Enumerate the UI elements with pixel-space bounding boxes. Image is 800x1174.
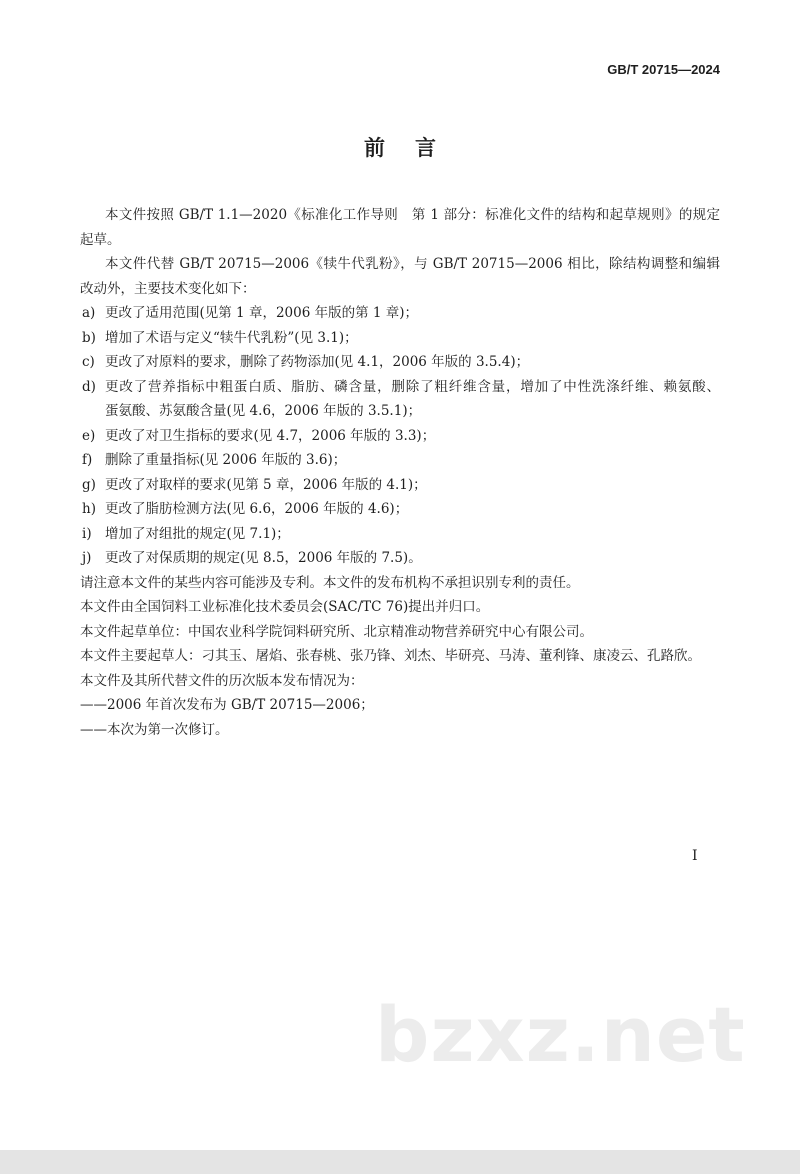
page-title: 前言 <box>364 136 466 160</box>
item-label: b) <box>82 329 96 346</box>
item-text: 更改了对卫生指标的要求(见 4.7，2006 年版的 3.3)； <box>105 427 436 444</box>
list-item <box>80 473 720 498</box>
foreword-body <box>80 203 720 742</box>
history-item: ——本次为第一次修订。 <box>80 721 229 738</box>
paragraph-line: 本文件代替 GB/T 20715—2006《犊牛代乳粉》，与 GB/T 20715—2006 相比，除结构调整和编辑 <box>105 256 720 272</box>
item-text: 删除了重量指标(见 2006 年版的 3.6)； <box>105 452 347 468</box>
standard-number-header: GB/T 20715—2024 <box>607 62 720 77</box>
item-label: h) <box>82 501 96 517</box>
item-label: f) <box>82 452 93 468</box>
list-item <box>80 301 720 326</box>
paragraph-line: 改动外，主要技术变化如下： <box>80 280 256 297</box>
item-text: 增加了术语与定义“犊牛代乳粉”(见 3.1)； <box>105 329 358 346</box>
item-label: j) <box>82 550 92 566</box>
item-text: 更改了对保质期的规定(见 8.5，2006 年版的 7.5)。 <box>105 550 422 566</box>
item-label: i) <box>82 525 92 542</box>
drafting-units: 本文件起草单位：中国农业科学院饲料研究所、北京精准动物营养研究中心有限公司。 <box>80 623 593 640</box>
item-label: a) <box>82 305 96 321</box>
item-label: c) <box>82 354 95 370</box>
list-item <box>80 448 720 473</box>
history-item: ——2006 年首次发布为 GB/T 20715—2006； <box>80 697 374 713</box>
page-number: I <box>692 848 698 864</box>
paragraph-line: 起草。 <box>80 231 121 248</box>
item-text: 更改了对取样的要求(见第 5 章，2006 年版的 4.1)； <box>105 476 427 493</box>
item-label: g) <box>82 476 96 493</box>
drafters: 本文件主要起草人：刁其玉、屠焰、张春桃、张乃锋、刘杰、毕研亮、马涛、董利锋、康凌云、孔路欣。 <box>80 648 701 664</box>
item-text: 更改了适用范围(见第 1 章，2006 年版的第 1 章)； <box>105 305 419 321</box>
list-item <box>80 326 720 351</box>
item-label: e) <box>82 427 96 444</box>
page-bottom-edge <box>0 1150 800 1174</box>
patent-notice: 请注意本文件的某些内容可能涉及专利。本文件的发布机构不承担识别专利的责任。 <box>80 574 580 591</box>
item-text: 增加了对组批的规定(见 7.1)； <box>105 525 290 542</box>
list-item <box>80 497 720 522</box>
item-text: 更改了营养指标中粗蛋白质、脂肪、磷含量，删除了粗纤维含量，增加了中性洗涤纤维、赖氨酸、 <box>105 378 720 395</box>
list-item <box>80 350 720 375</box>
list-item <box>80 424 720 449</box>
proposer-statement: 本文件由全国饲料工业标准化技术委员会(SAC/TC 76)提出并归口。 <box>80 599 490 615</box>
paragraph-line: 本文件按照 GB/T 1.1—2020《标准化工作导则 第 1 部分：标准化文件的结构和起草规则》的规定 <box>105 207 720 223</box>
item-text: 更改了对原料的要求，删除了药物添加(见 4.1，2006 年版的 3.5.4)； <box>105 354 530 370</box>
list-item <box>80 375 720 400</box>
item-label: d) <box>82 378 96 395</box>
item-text: 更改了脂肪检测方法(见 6.6，2006 年版的 4.6)； <box>105 501 409 517</box>
watermark: bzxz.net <box>375 990 746 1079</box>
list-item <box>80 522 720 547</box>
list-item <box>80 546 720 571</box>
history-intro: 本文件及其所代替文件的历次版本发布情况为： <box>80 672 364 689</box>
list-item-continuation: 蛋氨酸、苏氨酸含量(见 4.6，2006 年版的 3.5.1)； <box>105 403 422 419</box>
